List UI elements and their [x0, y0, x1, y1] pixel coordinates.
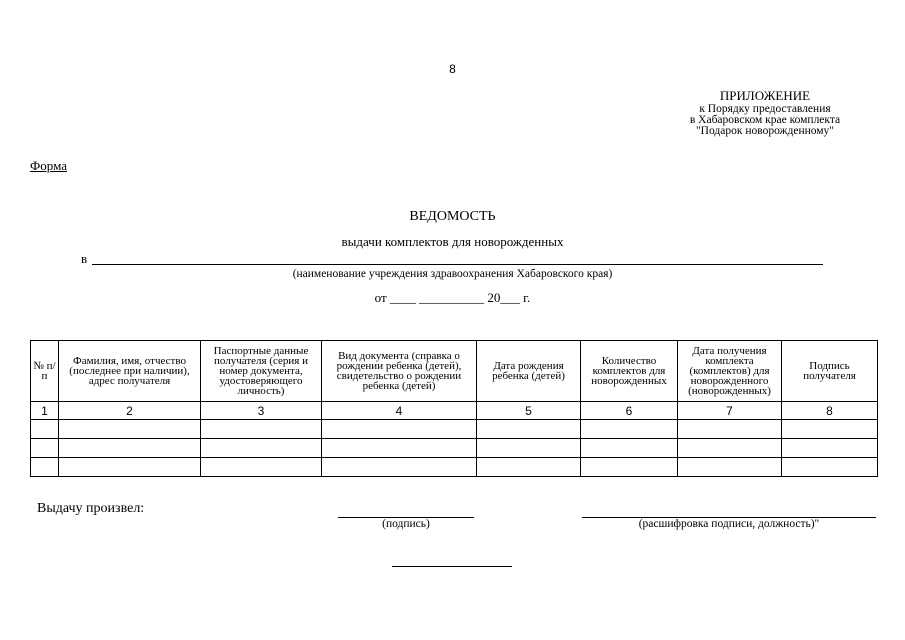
table-cell[interactable]	[201, 439, 322, 458]
header-full-name: Фамилия, имя, отчество (последнее при наличии), адрес получателя	[59, 341, 201, 402]
column-number: 1	[31, 402, 59, 420]
column-number: 2	[59, 402, 201, 420]
date-line: от ____ __________ 20___ г.	[374, 290, 531, 305]
header-number: № п/п	[31, 341, 59, 402]
table-cell[interactable]	[59, 420, 201, 439]
table-cell[interactable]	[322, 439, 477, 458]
document-subtitle: выдачи комплектов для новорожденных	[341, 234, 564, 249]
table-cell[interactable]	[322, 420, 477, 439]
form-label: Форма	[30, 158, 67, 173]
table-cell[interactable]	[59, 439, 201, 458]
column-number: 6	[581, 402, 678, 420]
table-cell[interactable]	[782, 420, 878, 439]
table-cell[interactable]	[678, 458, 782, 477]
table-cell[interactable]	[782, 458, 878, 477]
column-number: 7	[678, 402, 782, 420]
header-signature: Подпись получателя	[782, 341, 878, 402]
page-number: 8	[449, 62, 456, 76]
table-row	[31, 458, 878, 477]
issued-by-label: Выдачу произвел:	[37, 501, 145, 516]
table-cell[interactable]	[31, 420, 59, 439]
table-cell[interactable]	[322, 458, 477, 477]
appendix-line-1: к Порядку предоставления	[699, 103, 831, 115]
table-cell[interactable]	[31, 458, 59, 477]
table-cell[interactable]	[31, 439, 59, 458]
signature-decode-hint: (расшифровка подписи, должность)"	[638, 518, 820, 530]
institution-prefix: в	[81, 251, 88, 266]
column-number: 5	[477, 402, 581, 420]
appendix-line-2: в Хабаровском крае комплекта	[689, 114, 841, 126]
institution-hint: (наименование учреждения здравоохранения Хабаровского края)	[292, 268, 613, 280]
table-cell[interactable]	[477, 458, 581, 477]
institution-input-line[interactable]	[92, 264, 823, 265]
signature-hint: (подпись)	[382, 518, 430, 530]
header-receipt-date: Дата получения комплекта (комплектов) для новорожденного (новорожденных)	[678, 341, 782, 402]
table-cell[interactable]	[477, 420, 581, 439]
table-row	[31, 420, 878, 439]
header-document-type: Вид документа (справка о рождении ребенка (детей), свидетельство о рождении ребенка (детей)	[322, 341, 477, 402]
appendix-block	[640, 90, 890, 137]
column-number: 4	[322, 402, 477, 420]
table-row	[31, 439, 878, 458]
table-cell[interactable]	[59, 458, 201, 477]
column-number-row	[31, 402, 878, 420]
appendix-line-3: "Подарок новорожденному"	[695, 125, 835, 137]
header-kit-count: Количество комплектов для новорожденных	[581, 341, 678, 402]
issue-table	[30, 340, 878, 477]
column-number: 8	[782, 402, 878, 420]
table-cell[interactable]	[477, 439, 581, 458]
appendix-title: ПРИЛОЖЕНИЕ	[719, 88, 811, 103]
header-passport: Паспортные данные получателя (серия и номер документа, удостоверяющего личность)	[201, 341, 322, 402]
table-cell[interactable]	[782, 439, 878, 458]
table-cell[interactable]	[201, 420, 322, 439]
table-cell[interactable]	[678, 439, 782, 458]
table-cell[interactable]	[201, 458, 322, 477]
table-header-row	[31, 341, 878, 402]
table-cell[interactable]	[678, 420, 782, 439]
table-cell[interactable]	[581, 420, 678, 439]
table-cell[interactable]	[581, 458, 678, 477]
table-cell[interactable]	[581, 439, 678, 458]
header-birth-date: Дата рождения ребенка (детей)	[477, 341, 581, 402]
column-number: 3	[201, 402, 322, 420]
document-title: ВЕДОМОСТЬ	[409, 209, 496, 224]
bottom-divider	[392, 566, 512, 567]
